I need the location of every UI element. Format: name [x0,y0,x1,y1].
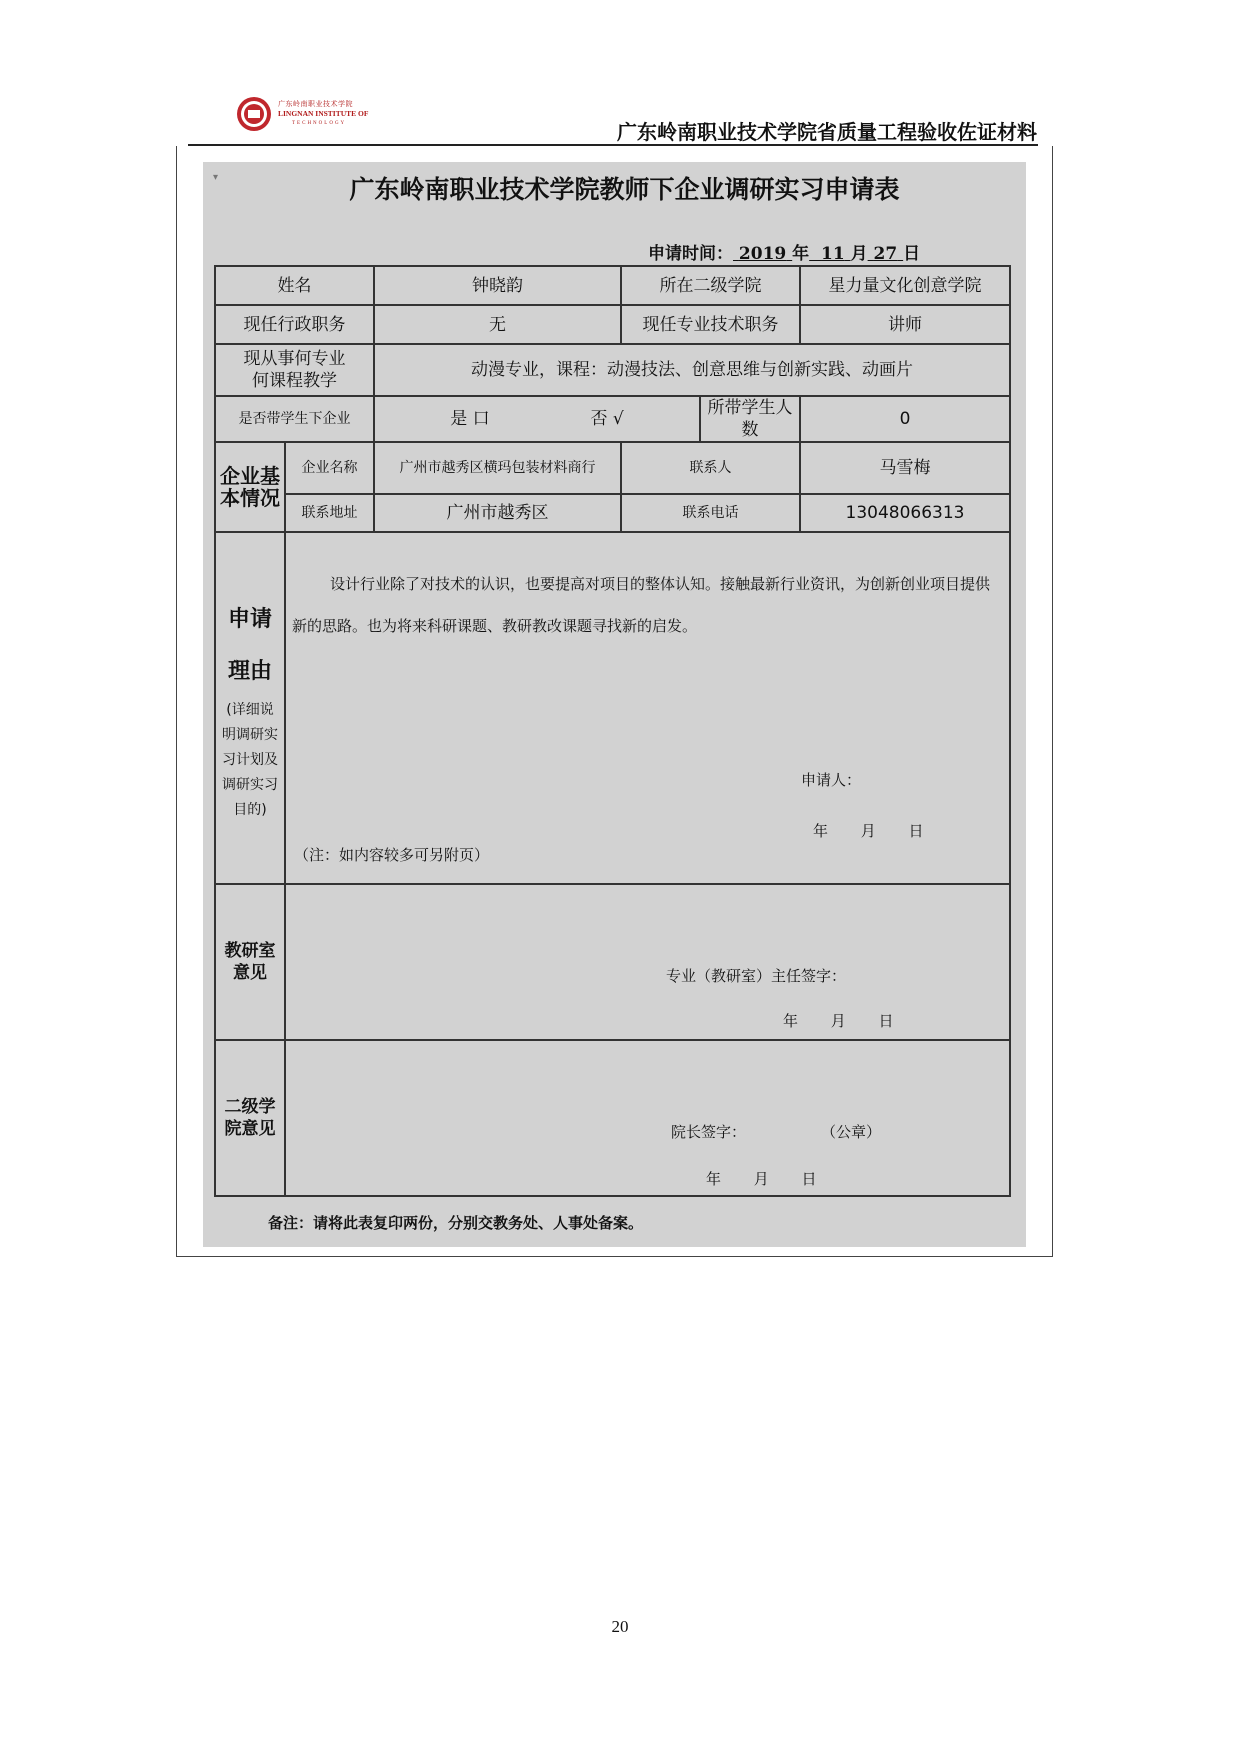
reason-label-line2: 理由 [227,658,272,684]
college-opinion-content [285,1040,1010,1196]
dept-date-blank: 年 月 日 [783,1012,894,1030]
contact-label: 联系人 [621,442,800,494]
name-value: 钟晓韵 [374,266,621,305]
address-label: 联系地址 [285,494,374,532]
teaching-label-line1: 现从事何专业 [243,349,346,369]
day-char: 日 [903,244,921,264]
year-char: 年 [792,244,810,264]
month-char: 月 [850,244,868,264]
applicant-signature-label: 申请人： [801,771,862,789]
company-name-value: 广州市越秀区横玛包装材料商行 [374,442,621,494]
reason-label-line1: 申请 [227,606,272,632]
table-row [215,1040,1010,1196]
dean-signature-label: 院长签字： [671,1123,747,1141]
table-row [215,266,1010,305]
name-label: 姓名 [215,266,374,305]
form-title: 广东岭南职业技术学院教师下企业调研实习申请表 [349,175,900,204]
reason-content [285,532,1010,884]
page-number: 20 [611,1617,629,1636]
students-no-option: 否 √ [590,409,624,429]
address-value: 广州市越秀区 [374,494,621,532]
dept-head-signature-label: 专业（教研室）主任签字： [666,967,847,985]
application-table [214,265,1011,1197]
caret-icon: ▾ [213,172,219,183]
table-row [215,344,1010,396]
phone-label: 联系电话 [621,494,800,532]
remark-note: 备注：请将此表复印两份，分别交教务处、人事处备案。 [268,1214,644,1232]
college-date-blank: 年 月 日 [706,1170,817,1188]
teaching-value: 动漫专业，课程：动漫技法、创意思维与创新实践、动画片 [374,344,1010,396]
table-row [215,532,1010,884]
college-opinion-label: 二级学院意见 [215,1040,285,1196]
apply-date [648,239,920,264]
apply-year: 2019 [738,244,787,264]
company-name-label: 企业名称 [285,442,374,494]
teaching-label-line2: 何课程教学 [252,371,337,391]
students-count-value: 0 [800,396,1010,442]
teaching-label [215,344,374,396]
apply-day: 27 [873,244,898,264]
students-yes-option: 是 口 [450,409,490,429]
dept-opinion-label: 教研室意见 [215,884,285,1040]
logo-chinese-name: 广东岭南职业技术学院 [278,100,353,108]
scanned-form [203,162,1026,1247]
prof-title-label: 现任专业技术职务 [621,305,800,344]
reason-label-detail: (详细说明调研实习计划及调研实习目的) [222,701,278,818]
students-choice [374,396,700,442]
apply-month: 11 [821,244,845,264]
table-row [215,494,1010,532]
page-header-title: 广东岭南职业技术学院省质量工程验收佐证材料 [617,120,1037,144]
dept-opinion-content [285,884,1010,1040]
institute-logo [236,96,371,134]
apply-date-label: 申请时间： [648,244,733,264]
admin-post-value: 无 [374,305,621,344]
official-seal-label: （公章） [821,1123,882,1141]
college-value: 星力量文化创意学院 [800,266,1010,305]
reason-note: （注：如内容较多可另附页） [294,846,490,864]
institute-seal-icon [236,96,272,132]
admin-post-label: 现任行政职务 [215,305,374,344]
college-label: 所在二级学院 [621,266,800,305]
logo-english-name: LINGNAN INSTITUTE OF [278,109,369,118]
table-row [215,396,1010,442]
table-row [215,305,1010,344]
company-info-label: 企业基本情况 [215,442,285,532]
students-count-label: 所带学生人数 [700,396,800,442]
applicant-date-blank: 年 月 日 [813,822,924,840]
phone-value: 13048066313 [800,494,1010,532]
table-row [215,884,1010,1040]
students-label: 是否带学生下企业 [215,396,374,442]
reason-label [215,532,285,884]
table-row [215,442,1010,494]
logo-english-name-2: TECHNOLOGY [292,121,347,126]
prof-title-value: 讲师 [800,305,1010,344]
reason-text: 设计行业除了对技术的认识，也要提高对项目的整体认知。接触最新行业资讯，为创新创业项目提供新的思路。也为将来科研课题、教研教改课题寻找新的启发。 [292,575,991,635]
contact-value: 马雪梅 [800,442,1010,494]
